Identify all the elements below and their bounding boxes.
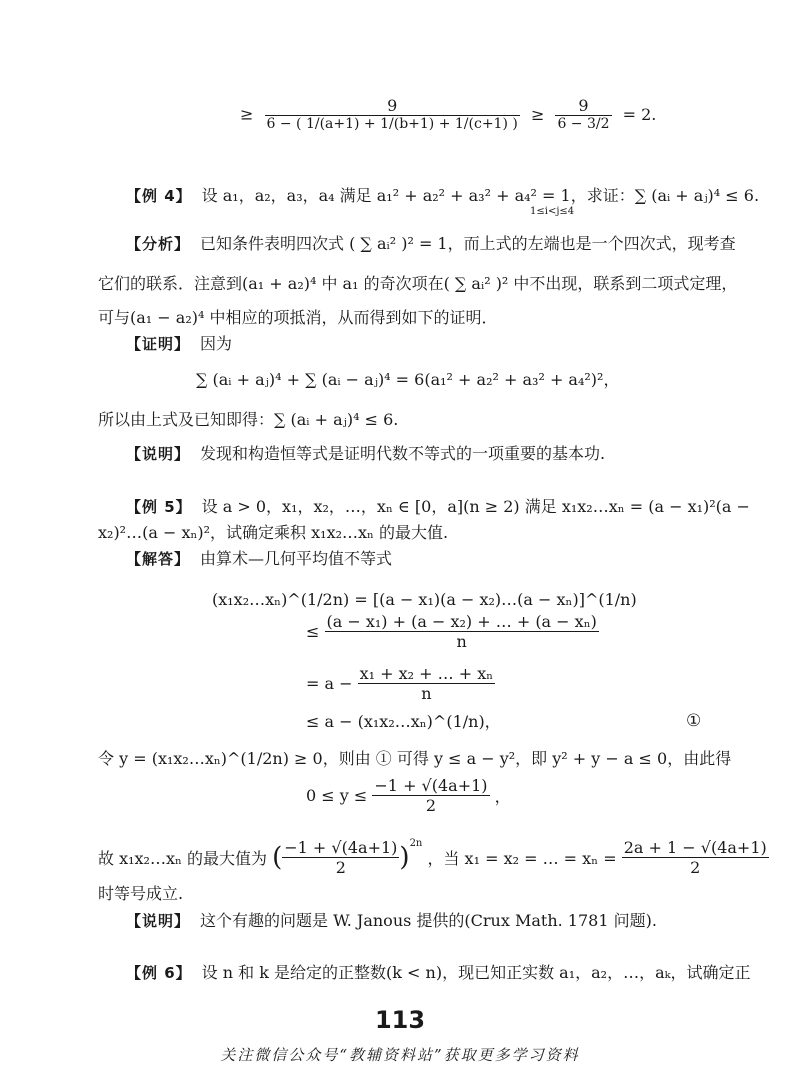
note-2	[126, 911, 657, 931]
inequality-fraction	[372, 776, 489, 815]
proof-intro	[126, 334, 232, 354]
note-2-text: 这个有趣的问题是 W. Janous 提供的(Crux Math. 1781 问题).	[200, 911, 657, 930]
analysis-line-2: 它们的联系．注意到(a₁ + a₂)⁴ 中 a₁ 的奇次项在( ∑ aᵢ² )² 中不出现，联系到二项式定理，	[98, 274, 738, 293]
analysis-line-1	[126, 234, 736, 254]
relation-geq-2: ≥	[530, 104, 545, 124]
example-5-line-1	[126, 497, 750, 517]
equation-tag-1: ①	[686, 711, 702, 731]
example-4	[126, 186, 759, 206]
solution-end: 时等号成立.	[98, 884, 184, 903]
sum-index-ex4: 1≤i<j≤4	[530, 206, 575, 217]
inequality-lhs: 0 ≤ y ≤	[306, 786, 368, 805]
max-exponent: 2n	[409, 838, 423, 849]
example-4-text: 设 a₁，a₂，a₃，a₄ 满足 a₁² + a₂² + a₃² + a₄² = 1，求证：∑ (aᵢ + aⱼ)⁴ ≤ 6.	[201, 186, 760, 205]
step-2-numerator: (a − x₁) + (a − x₂) + … + (a − xₙ)	[326, 612, 597, 631]
example-6-text: 设 n 和 k 是给定的正整数(k < n)，现已知正实数 a₁，a₂，…，aₖ，试确定正	[201, 963, 751, 982]
page-number: 113	[374, 1006, 426, 1034]
paren-left: (	[272, 842, 283, 873]
solution-intro	[126, 549, 392, 569]
equality-denominator: 2	[622, 857, 769, 877]
equality-fraction	[622, 838, 769, 877]
example-4-label: 【例 4】	[126, 187, 192, 205]
step-3-fraction	[358, 664, 496, 703]
inequality-numerator: −1 + √(4a+1)	[374, 776, 488, 795]
note-1-text: 发现和构造恒等式是证明代数不等式的一项重要的基本功.	[200, 444, 606, 463]
step-3-denominator: n	[358, 683, 496, 703]
frac-numerator-2: 9	[578, 96, 589, 115]
proof-label: 【证明】	[126, 335, 191, 353]
max-condition: ，当 x₁ = x₂ = … = xₙ =	[427, 849, 617, 868]
frac-numerator: 9	[387, 96, 398, 115]
solution-label: 【解答】	[126, 550, 191, 568]
example-6	[126, 963, 750, 983]
step-2-relation: ≤	[306, 622, 320, 641]
proof-conclusion: 所以由上式及已知即得：∑ (aᵢ + aⱼ)⁴ ≤ 6.	[98, 410, 399, 429]
max-numerator: −1 + √(4a+1)	[284, 838, 398, 857]
max-fraction	[282, 838, 399, 877]
solution-max-line	[98, 838, 769, 877]
analysis-line-3: 可与(a₁ − a₂)⁴ 中相应的项抵消，从而得到如下的证明．	[98, 308, 498, 327]
fraction-9-over-sum	[265, 96, 520, 132]
solution-step-3	[306, 664, 495, 703]
analysis-text-1: 已知条件表明四次式 ( ∑ aᵢ² )² = 1，而上式的左端也是一个四次式，现考查	[200, 234, 736, 253]
solution-step-1: (x₁x₂…xₙ)^(1/2n) = [(a − x₁)(a − x₂)…(a − xₙ)]^(1/n)	[212, 590, 637, 609]
proof-equation: ∑ (aᵢ + aⱼ)⁴ + ∑ (aᵢ − aⱼ)⁴ = 6(a₁² + a₂² + a₃² + a₄²)²，	[196, 370, 620, 389]
max-prefix: 故 x₁x₂…xₙ 的最大值为	[98, 849, 267, 868]
max-denominator: 2	[282, 857, 399, 877]
fraction-9-over-6-minus	[555, 96, 611, 132]
frac-denominator: 6 − ( 1/(a+1) + 1/(b+1) + 1/(c+1) )	[266, 116, 518, 132]
note-2-label: 【说明】	[126, 912, 191, 930]
example-6-label: 【例 6】	[126, 964, 192, 982]
solution-step-4: ≤ a − (x₁x₂…xₙ)^(1/n)，	[306, 712, 501, 731]
equality-numerator: 2a + 1 − √(4a+1)	[623, 838, 767, 857]
analysis-label: 【分析】	[126, 235, 191, 253]
step-2-fraction	[325, 612, 599, 651]
solution-intro-text: 由算术—几何平均值不等式	[200, 549, 393, 568]
proof-intro-text: 因为	[200, 334, 233, 353]
relation-geq: ≥	[240, 104, 254, 124]
step-3-numerator: x₁ + x₂ + … + xₙ	[359, 664, 494, 683]
note-1	[126, 444, 605, 464]
frac-denominator-2: 6 − 3/2	[557, 116, 610, 132]
top-equation	[240, 96, 656, 146]
note-1-label: 【说明】	[126, 445, 191, 463]
paren-right: )	[399, 842, 410, 873]
step-2-denominator: n	[325, 631, 599, 651]
inequality-denominator: 2	[372, 795, 489, 815]
inequality-comma: ，	[494, 787, 511, 806]
result: = 2.	[622, 104, 657, 124]
example-5-text-1: 设 a > 0，x₁，x₂，…，xₙ ∈ [0，a](n ≥ 2) 满足 x₁x₂…xₙ = (a − x₁)²(a −	[201, 497, 750, 516]
example-5-line-2: x₂)²…(a − xₙ)²，试确定乘积 x₁x₂…xₙ 的最大值.	[98, 523, 449, 542]
solution-step-2	[306, 612, 599, 651]
footer-note: 关注微信公众号“教辅资料站”获取更多学习资料	[220, 1046, 580, 1064]
solution-let-line: 令 y = (x₁x₂…xₙ)^(1/2n) ≥ 0，则由 ① 可得 y ≤ a − y²，即 y² + y − a ≤ 0，由此得	[98, 749, 732, 768]
example-5-label: 【例 5】	[126, 498, 192, 516]
step-3-prefix: = a −	[306, 674, 353, 693]
solution-inequality	[306, 776, 511, 815]
